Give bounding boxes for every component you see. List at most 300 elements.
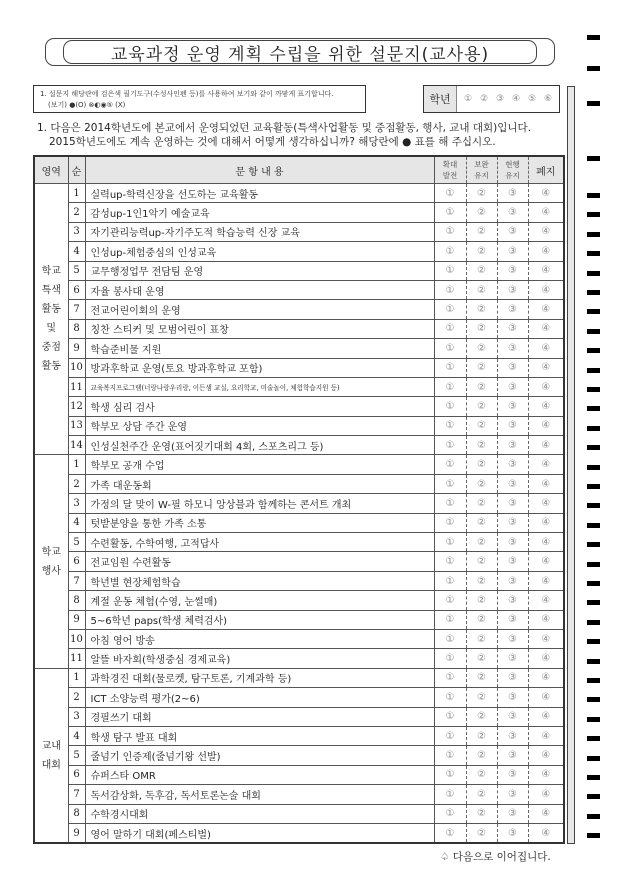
option-supplement-bubble[interactable]: ② [466,688,497,707]
timing-mark [587,717,600,722]
option-expand-bubble[interactable]: ① [434,184,466,203]
option-expand-bubble[interactable]: ① [434,804,466,823]
option-current-bubble[interactable]: ③ [497,591,528,610]
table-row [34,222,564,241]
option-supplement-bubble[interactable]: ② [466,222,497,241]
option-supplement-bubble[interactable]: ② [466,397,497,416]
option-supplement-bubble[interactable]: ② [466,474,497,493]
option-current-bubble[interactable]: ③ [497,688,528,707]
option-abolish-bubble[interactable]: ④ [528,203,564,222]
table-row [34,533,564,552]
timing-mark [587,736,600,741]
option-current-bubble[interactable]: ③ [497,726,528,745]
option-current-bubble[interactable]: ③ [497,533,528,552]
option-current-bubble[interactable]: ③ [497,319,528,338]
item-number: 8 [68,804,85,823]
grade-option-4[interactable]: ④ [511,94,521,104]
table-row [34,552,564,571]
item-number: 11 [68,649,85,668]
timing-mark [587,329,600,334]
option-supplement-bubble[interactable]: ② [466,203,497,222]
item-number: 8 [68,591,85,610]
option-current-bubble[interactable]: ③ [497,707,528,726]
question-line-1: 1. 다음은 2014학년도에 본교에서 운영되었던 교육활동(특색사업활동 및 중점활동, 행사, 교내 대회)입니다. [37,122,532,134]
option-abolish-bubble[interactable]: ④ [528,785,564,804]
option-expand-bubble[interactable]: ① [434,629,466,648]
timing-mark [587,620,600,625]
item-content: 자기관리능력up-자기주도적 학습능력 신장 교육 [85,222,434,241]
table-row [34,688,564,707]
option-abolish-bubble[interactable]: ④ [528,261,564,280]
item-content: 방과후학교 운영(토요 방과후학교 포함) [85,358,434,377]
table-row [34,513,564,532]
option-current-bubble[interactable]: ③ [497,222,528,241]
option-supplement-bubble[interactable]: ② [466,377,497,396]
option-expand-bubble[interactable]: ① [434,377,466,396]
timing-mark [587,309,600,314]
region-label: 학교 행사 [34,455,68,668]
option-supplement-bubble[interactable]: ② [466,513,497,532]
option-expand-bubble[interactable]: ① [434,765,466,784]
timing-mark [587,156,600,161]
option-abolish-bubble[interactable]: ④ [528,668,564,687]
timing-mark [587,756,600,761]
option-current-bubble[interactable]: ③ [497,397,528,416]
option-expand-bubble[interactable]: ① [434,300,466,319]
grade-option-1[interactable]: ① [463,94,473,104]
option-supplement-bubble[interactable]: ② [466,242,497,261]
item-content: 칭찬 스티커 및 모범어린이 표창 [85,319,434,338]
table-row [34,610,564,629]
item-number: 2 [68,474,85,493]
timing-mark [587,387,600,392]
timing-mark [587,232,600,237]
option-abolish-bubble[interactable]: ④ [528,184,564,203]
table-row [34,242,564,261]
item-content: 학생 탐구 발표 대회 [85,726,434,745]
item-content: 아침 영어 방송 [85,629,434,648]
option-abolish-bubble[interactable]: ④ [528,436,564,455]
option-supplement-bubble[interactable]: ② [466,358,497,377]
table-row [34,436,564,455]
item-content: 가정의 달 맞이 W-필 하모니 앙상블과 함께하는 콘서트 개최 [85,494,434,513]
timing-mark [587,639,600,644]
table-row [34,416,564,435]
option-abolish-bubble[interactable]: ④ [528,455,564,474]
option-current-bubble[interactable]: ③ [497,610,528,629]
marking-example: (보기) ●(O) ⊗◐◉⑤ (X) [48,101,126,109]
item-content: 전교임원 수련활동 [85,552,434,571]
option-supplement-bubble[interactable]: ② [466,668,497,687]
option-abolish-bubble[interactable]: ④ [528,707,564,726]
item-content: 학생 심리 검사 [85,397,434,416]
item-number: 2 [68,203,85,222]
option-abolish-bubble[interactable]: ④ [528,416,564,435]
option-supplement-bubble[interactable]: ② [466,629,497,648]
option-expand-bubble[interactable]: ① [434,823,466,843]
option-current-bubble[interactable]: ③ [497,571,528,590]
option-current-bubble[interactable]: ③ [497,629,528,648]
item-content: 수련활동, 수학여행, 고적답사 [85,533,434,552]
grade-options [457,86,559,112]
timing-mark [587,193,600,198]
option-supplement-bubble[interactable]: ② [466,261,497,280]
option-abolish-bubble[interactable]: ④ [528,571,564,590]
item-number: 1 [68,668,85,687]
omr-side-bar [567,86,575,844]
option-abolish-bubble[interactable]: ④ [528,474,564,493]
item-number: 3 [68,494,85,513]
item-content: 인성up-체험중심의 인성교육 [85,242,434,261]
timing-mark [587,794,600,799]
item-number: 7 [68,300,85,319]
option-expand-bubble[interactable]: ① [434,280,466,299]
option-abolish-bubble[interactable]: ④ [528,823,564,843]
table-row [34,455,564,474]
table-row [34,300,564,319]
option-expand-bubble[interactable]: ① [434,688,466,707]
option-supplement-bubble[interactable]: ② [466,184,497,203]
option-supplement-bubble[interactable]: ② [466,785,497,804]
option-supplement-bubble[interactable]: ② [466,591,497,610]
item-content: 계절 운동 체험(수영, 눈썰매) [85,591,434,610]
option-expand-bubble[interactable]: ① [434,339,466,358]
option-current-bubble[interactable]: ③ [497,494,528,513]
timing-mark [587,348,600,353]
option-supplement-bubble[interactable]: ② [466,533,497,552]
timing-mark [587,775,600,780]
item-content: 교무행정업무 전담팀 운영 [85,261,434,280]
option-supplement-bubble[interactable]: ② [466,610,497,629]
timing-mark [587,465,600,470]
option-supplement-bubble[interactable]: ② [466,571,497,590]
table-row [34,261,564,280]
option-current-bubble[interactable]: ③ [497,203,528,222]
item-content: 텃밭분양을 통한 가족 소통 [85,513,434,532]
option-current-bubble[interactable]: ③ [497,436,528,455]
item-number: 11 [68,377,85,396]
table-row [34,377,564,396]
item-content: 독서감상화, 독후감, 독서토론논술 대회 [85,785,434,804]
grade-option-6[interactable]: ⑥ [543,94,553,104]
item-content: 교육복지프로그램(너랑나랑우리랑, 이든샘 교실, 요리학교, 미술놀이, 체험학습지원 등) [85,377,434,396]
item-number: 5 [68,746,85,765]
item-number: 9 [68,610,85,629]
item-number: 10 [68,358,85,377]
option-current-bubble[interactable]: ③ [497,300,528,319]
item-content: ICT 소양능력 평가(2~6) [85,688,434,707]
header-current: 현행 유지 [497,156,528,184]
option-expand-bubble[interactable]: ① [434,319,466,338]
table-row [34,339,564,358]
table-row [34,823,564,843]
continued-note: ♤ 다음으로 이어집니다. [440,851,551,863]
option-current-bubble[interactable]: ③ [497,416,528,435]
option-abolish-bubble[interactable]: ④ [528,804,564,823]
timing-mark [587,814,600,819]
timing-mark [587,484,600,489]
table-row [34,668,564,687]
grade-option-3[interactable]: ③ [495,94,505,104]
item-number: 6 [68,765,85,784]
item-number: 4 [68,726,85,745]
option-expand-bubble[interactable]: ① [434,552,466,571]
table-row [34,649,564,668]
option-supplement-bubble[interactable]: ② [466,649,497,668]
item-number: 7 [68,785,85,804]
timing-mark [587,290,600,295]
item-number: 3 [68,707,85,726]
timing-mark [587,426,600,431]
item-number: 9 [68,339,85,358]
grade-option-5[interactable]: ⑤ [527,94,537,104]
timing-mark [587,659,600,664]
option-expand-bubble[interactable]: ① [434,261,466,280]
option-abolish-bubble[interactable]: ④ [528,513,564,532]
option-expand-bubble[interactable]: ① [434,416,466,435]
option-current-bubble[interactable]: ③ [497,649,528,668]
instruction-text: 1. 설문지 해당란에 검은색 필기도구(수성사인펜 등)를 사용하여 보기와 같이 까맣게 표기합니다. [40,90,334,98]
item-number: 6 [68,552,85,571]
option-current-bubble[interactable]: ③ [497,455,528,474]
option-abolish-bubble[interactable]: ④ [528,591,564,610]
timing-mark [587,523,600,528]
timing-mark [587,212,600,217]
option-expand-bubble[interactable]: ① [434,397,466,416]
item-number: 7 [68,571,85,590]
option-abolish-bubble[interactable]: ④ [528,397,564,416]
option-expand-bubble[interactable]: ① [434,474,466,493]
table-row [34,203,564,222]
timing-mark [587,445,600,450]
header-supplement: 보완 유지 [466,156,497,184]
item-number: 4 [68,513,85,532]
title-frame [45,38,555,66]
timing-mark [587,66,600,71]
option-expand-bubble[interactable]: ① [434,242,466,261]
marking-instructions [33,85,366,113]
option-abolish-bubble[interactable]: ④ [528,688,564,707]
item-number: 5 [68,533,85,552]
option-abolish-bubble[interactable]: ④ [528,552,564,571]
table-row [34,571,564,590]
option-supplement-bubble[interactable]: ② [466,436,497,455]
item-content: 학습준비물 지원 [85,339,434,358]
item-content: 가족 대운동회 [85,474,434,493]
option-expand-bubble[interactable]: ① [434,610,466,629]
grade-selector [423,85,560,113]
option-expand-bubble[interactable]: ① [434,513,466,532]
timing-mark [587,406,600,411]
option-expand-bubble[interactable]: ① [434,533,466,552]
survey-table [33,155,565,844]
option-current-bubble[interactable]: ③ [497,785,528,804]
item-number: 13 [68,416,85,435]
option-abolish-bubble[interactable]: ④ [528,280,564,299]
option-abolish-bubble[interactable]: ④ [528,629,564,648]
timing-mark [587,368,600,373]
table-row [34,184,564,203]
option-current-bubble[interactable]: ③ [497,765,528,784]
table-row [34,474,564,493]
item-number: 9 [68,823,85,843]
option-current-bubble[interactable]: ③ [497,552,528,571]
item-content: 줄넘기 인증제(줄넘기왕 선발) [85,746,434,765]
option-abolish-bubble[interactable]: ④ [528,746,564,765]
timing-mark [587,251,600,256]
timing-mark [587,678,600,683]
option-expand-bubble[interactable]: ① [434,571,466,590]
item-content: 5~6학년 paps(학생 체력검사) [85,610,434,629]
item-content: 자율 봉사대 운영 [85,280,434,299]
option-supplement-bubble[interactable]: ② [466,765,497,784]
header-expand: 확대 발전 [434,156,466,184]
option-expand-bubble[interactable]: ① [434,455,466,474]
table-row [34,494,564,513]
option-abolish-bubble[interactable]: ④ [528,765,564,784]
item-content: 슈퍼스타 OMR [85,765,434,784]
option-current-bubble[interactable]: ③ [497,358,528,377]
table-row [34,804,564,823]
option-abolish-bubble[interactable]: ④ [528,726,564,745]
option-abolish-bubble[interactable]: ④ [528,649,564,668]
option-supplement-bubble[interactable]: ② [466,707,497,726]
option-current-bubble[interactable]: ③ [497,668,528,687]
question-line-2: 2015학년도에도 계속 운영하는 것에 대해서 어떻게 생각하십니까? 해당란에 ● 표를 해 주십시오. [49,136,496,148]
table-row [34,629,564,648]
item-number: 8 [68,319,85,338]
option-expand-bubble[interactable]: ① [434,436,466,455]
item-number: 1 [68,184,85,203]
region-label: 학교 특색 활동 및 중점 활동 [34,184,68,455]
option-expand-bubble[interactable]: ① [434,726,466,745]
option-abolish-bubble[interactable]: ④ [528,222,564,241]
option-expand-bubble[interactable]: ① [434,707,466,726]
table-row [34,785,564,804]
item-content: 인성실천주간 운영(표어짓기대회 4회, 스포츠리그 등) [85,436,434,455]
option-abolish-bubble[interactable]: ④ [528,339,564,358]
item-number: 2 [68,688,85,707]
option-abolish-bubble[interactable]: ④ [528,319,564,338]
option-abolish-bubble[interactable]: ④ [528,610,564,629]
table-row [34,280,564,299]
option-supplement-bubble[interactable]: ② [466,746,497,765]
table-row [34,765,564,784]
header-order: 순 [68,156,85,184]
option-current-bubble[interactable]: ③ [497,474,528,493]
item-number: 1 [68,455,85,474]
item-number: 3 [68,222,85,241]
option-expand-bubble[interactable]: ① [434,203,466,222]
timing-mark [587,35,600,40]
grade-option-2[interactable]: ② [479,94,489,104]
table-row [34,746,564,765]
option-supplement-bubble[interactable]: ② [466,319,497,338]
timing-mark [587,503,600,508]
header-region: 영역 [34,156,68,184]
option-supplement-bubble[interactable]: ② [466,494,497,513]
item-number: 6 [68,280,85,299]
option-current-bubble[interactable]: ③ [497,339,528,358]
header-content: 문 항 내 용 [85,156,434,184]
item-content: 과학경진 대회(물로켓, 탐구토론, 기계과학 등) [85,668,434,687]
option-abolish-bubble[interactable]: ④ [528,358,564,377]
option-current-bubble[interactable]: ③ [497,513,528,532]
option-supplement-bubble[interactable]: ② [466,726,497,745]
option-current-bubble[interactable]: ③ [497,261,528,280]
item-content: 경필쓰기 대회 [85,707,434,726]
item-number: 5 [68,261,85,280]
option-abolish-bubble[interactable]: ④ [528,377,564,396]
option-expand-bubble[interactable]: ① [434,668,466,687]
timing-mark [587,542,600,547]
option-supplement-bubble[interactable]: ② [466,823,497,843]
item-number: 4 [68,242,85,261]
option-supplement-bubble[interactable]: ② [466,552,497,571]
option-current-bubble[interactable]: ③ [497,242,528,261]
item-number: 10 [68,629,85,648]
item-number: 14 [68,436,85,455]
option-expand-bubble[interactable]: ① [434,591,466,610]
table-row [34,319,564,338]
region-label: 교내 대회 [34,668,68,843]
option-abolish-bubble[interactable]: ④ [528,300,564,319]
option-abolish-bubble[interactable]: ④ [528,494,564,513]
item-content: 전교어린이회의 운영 [85,300,434,319]
option-current-bubble[interactable]: ③ [497,746,528,765]
table-row [34,707,564,726]
timing-mark [587,833,600,838]
option-expand-bubble[interactable]: ① [434,358,466,377]
item-content: 영어 말하기 대회(페스티벌) [85,823,434,843]
item-number: 12 [68,397,85,416]
item-content: 감성up-1인1악기 예술교육 [85,203,434,222]
option-abolish-bubble[interactable]: ④ [528,242,564,261]
option-abolish-bubble[interactable]: ④ [528,533,564,552]
option-expand-bubble[interactable]: ① [434,494,466,513]
option-current-bubble[interactable]: ③ [497,184,528,203]
table-row [34,591,564,610]
timing-mark [587,562,600,567]
table-row [34,726,564,745]
option-supplement-bubble[interactable]: ② [466,339,497,358]
option-current-bubble[interactable]: ③ [497,823,528,843]
option-expand-bubble[interactable]: ① [434,649,466,668]
option-supplement-bubble[interactable]: ② [466,280,497,299]
table-row [34,358,564,377]
option-expand-bubble[interactable]: ① [434,222,466,241]
option-expand-bubble[interactable]: ① [434,746,466,765]
option-supplement-bubble[interactable]: ② [466,804,497,823]
item-content: 학부모 상담 주간 운영 [85,416,434,435]
option-expand-bubble[interactable]: ① [434,785,466,804]
page-title: 교육과정 운영 계획 수립을 위한 설문지(교사용) [63,40,537,64]
header-abolish: 폐지 [528,156,564,184]
option-supplement-bubble[interactable]: ② [466,455,497,474]
option-current-bubble[interactable]: ③ [497,804,528,823]
timing-mark [587,697,600,702]
item-content: 학년별 현장체험학습 [85,571,434,590]
option-supplement-bubble[interactable]: ② [466,416,497,435]
option-current-bubble[interactable]: ③ [497,280,528,299]
question-1 [37,121,567,149]
option-supplement-bubble[interactable]: ② [466,300,497,319]
option-current-bubble[interactable]: ③ [497,377,528,396]
table-header-row [34,156,564,184]
table-row [34,397,564,416]
timing-mark [587,101,600,106]
grade-label: 학년 [424,86,457,112]
